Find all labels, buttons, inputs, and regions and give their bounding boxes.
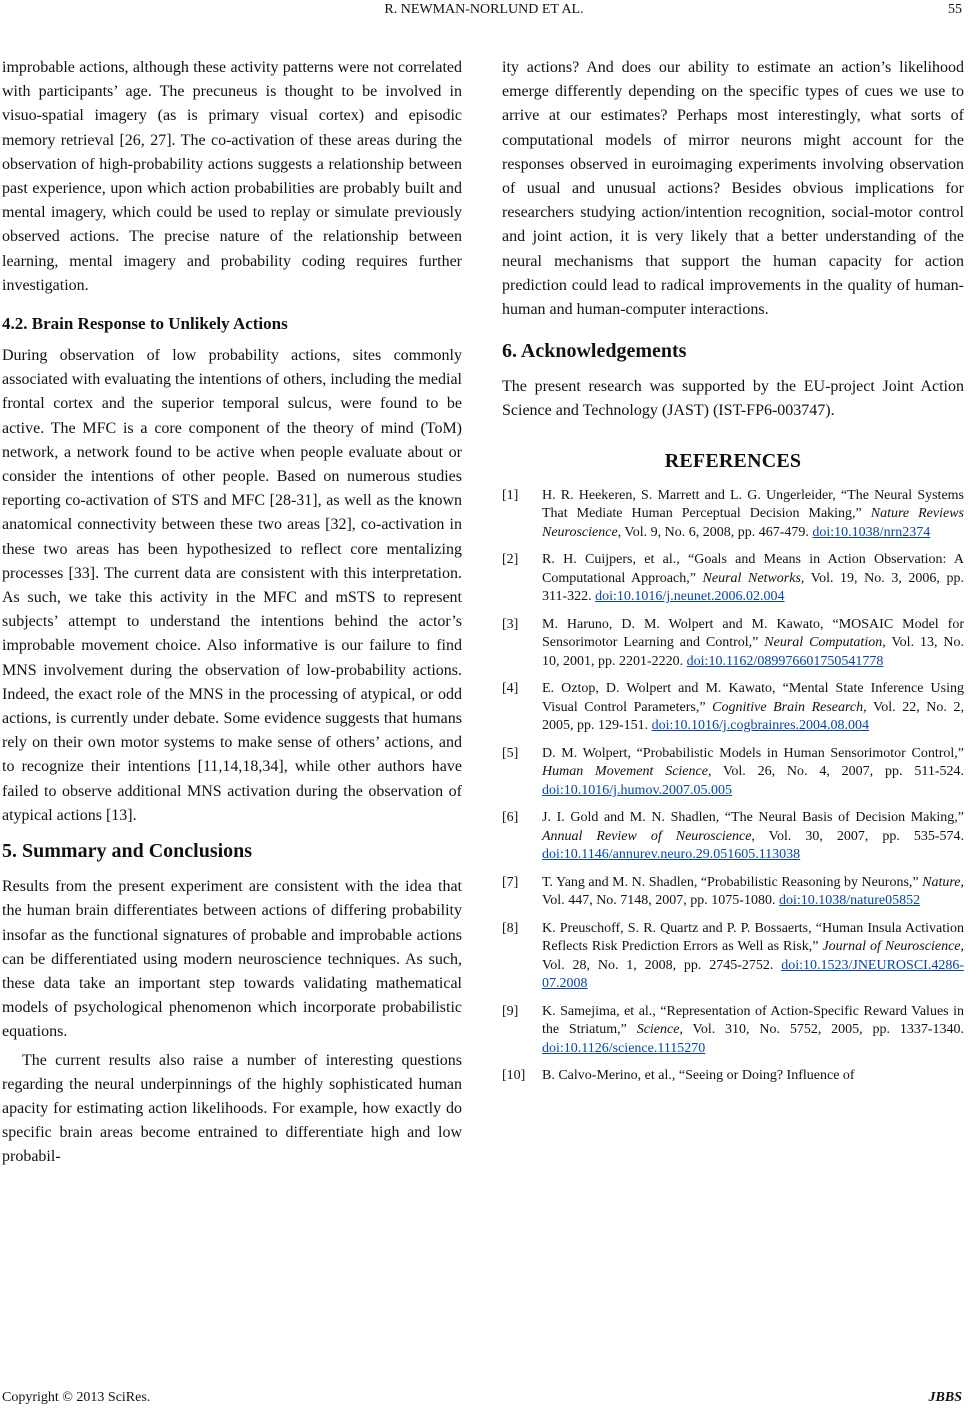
reference-details: , Vol. 447, No. 7148, 2007, pp. 1075-1080. [542,874,964,909]
page-footer [2,1390,964,1410]
paragraph: The present research was supported by the EU-project Joint Action Science and Technology (JAST) (IST-FP6-003747). [502,378,964,420]
reference-details: , Vol. 28, No. 1, 2008, pp. 2745-2752. [542,939,965,973]
reference-number: [1] [502,487,519,503]
reference-journal: Annual Review of Neuroscience [542,828,752,844]
reference-text [542,809,964,865]
reference-number: [6] [502,810,519,826]
reference-authors-title: T. Yang and M. N. Shadlen, “Probabilistic Reasoning by Neurons,” [542,874,923,890]
doi-link[interactable]: doi:10.1016/j.neunet.2006.02.004 [595,589,785,605]
reference-text [542,874,964,911]
reference-text [542,745,964,801]
copyright-notice: Copyright © 2013 SciRes. [2,1390,151,1405]
reference-text [542,1067,964,1086]
running-title: R. NEWMAN-NORLUND ET AL. [384,2,584,17]
reference-authors-title: K. Preuschoff, S. R. Quartz and P. P. Bossaerts, “Human Insula Activation Reflects Risk Prediction Errors as Well as Risk,” [542,920,964,955]
reference-number: [8] [502,920,519,936]
paragraph: During observation of low probability actions, sites commonly associated with evaluating the intentions of others, including the medial frontal cortex and the superior temporal sulcus, were found to be active. The MFC is a core component of the theory of mind (ToM) network, a network found to be active when people evaluate about or consider the intentions of other people. Based on numerous studies reporting co-activation of STS and MFC [28-31], as well as the known anatomical connectivity between these two areas [32], co-activation in these two areas has been hypothesized to reflect core mentalizing processes [33]. The current data are consistent with this interpretation. As such, we take this activity in the MFC and mSTS to represent subjects’ attempt to understand the intentions behind the actor’s improbable movement choice. Also informative is our failure to find MNS involvement during the observation of low-probability actions. Indeed, the exact role of the MNS in the processing of atypical, or odd actions, is currently under debate. Some evidence suggests that humans rely on their own motor systems to make sense of others’ actions, and to recognize their intentions [11,14,18,34], while other authors have failed to observe additional MNS activation during the observation of atypical actions [13]. [2,347,462,824]
doi-link[interactable]: doi:10.1038/nrn2374 [812,524,931,540]
reference-journal: Cognitive Brain Research [712,699,864,715]
reference-text [542,680,964,736]
reference-authors-title: K. Samejima, et al., “Representation of Action-Specific Reward Values in the Striatum,” [542,1003,964,1038]
reference-journal: Journal of Neuroscience [822,939,961,955]
reference-list [502,487,964,1086]
reference-journal: Neural Networks [702,570,801,586]
page-header [0,2,968,24]
reference-text [542,1003,964,1059]
paragraph: The current results also raise a number of interesting questions regarding the neural underpinnings of the highly sophisticated human apacity for estimating action likelihoods. For example, how exactly do specific brain areas become entrained to differentiate high and low probabil- [2,1051,462,1166]
reference-number: [3] [502,616,519,632]
reference-number: [7] [502,874,519,890]
reference-journal: Science [636,1022,680,1038]
reference-number: [10] [502,1068,526,1084]
reference-details: , Vol. 30, 2007, pp. 535-574. [751,828,964,844]
reference-text [542,551,964,607]
reference-journal: Human Movement Science [542,764,708,780]
reference-details: , Vol. 26, No. 4, 2007, pp. 511-524. [707,764,964,780]
reference-item [502,874,964,911]
doi-link[interactable]: doi:10.1038/nature05852 [778,893,921,909]
paragraph: Results from the present experiment are consistent with the idea that the human brain differentiates between actions of differing probability insofar as the functional signatures of probable and improbable actions can be differentiated using modern neuroscience techniques. As such, these data take an important step towards validating mathematical models of psychological phenomenon which incorporate probabilistic equations. [2,878,462,1041]
reference-authors-title: B. Calvo-Merino, et al., “Seeing or Doing? Influence of [542,1068,855,1084]
reference-item [502,487,964,543]
reference-text [542,487,964,543]
section-heading-4-2: 4.2. Brain Response to Unlikely Actions [2,314,288,334]
reference-authors-title: R. H. Cuijpers, et al., “Goals and Means in Action Observation: A Computational Approach,” [542,552,964,586]
reference-authors-title: E. Oztop, D. Wolpert and M. Kawato, “Mental State Inference Using Visual Control Parameters,” [542,681,964,715]
reference-item [502,680,964,736]
reference-details: , Vol. 13, No. 10, 2001, pp. 2201-2220. [542,635,964,669]
reference-authors-title: M. Haruno, D. M. Wolpert and M. Kawato, “MOSAIC Model for Sensorimotor Learning and Control,” [542,616,964,651]
reference-details: , Vol. 9, No. 6, 2008, pp. 467-479. [617,524,813,540]
reference-authors-title: J. I. Gold and M. N. Shadlen, “The Neural Basis of Decision Making,” [542,810,964,826]
section-heading-5: 5. Summary and Conclusions [2,840,253,863]
reference-journal: Nature Reviews Neuroscience [542,506,964,540]
reference-item [502,920,964,994]
reference-authors-title: D. M. Wolpert, “Probabilistic Models in Human Sensorimotor Control,” [542,745,964,761]
reference-number: [9] [502,1003,519,1019]
reference-number: [4] [502,681,519,697]
section-heading-6: 6. Acknowledgements [502,340,687,363]
reference-details: , Vol. 19, No. 3, 2006, pp. 311-322. [542,570,965,605]
doi-link[interactable]: doi:10.1162/089976601750541778 [686,653,884,669]
paragraph: improbable actions, although these activity patterns were not correlated with participants’ age. The precuneus is thought to be involved in visuo-spatial imagery (as is primary visual cortex) and episodic memory retrieval [26, 27]. The co-activation of these areas during the observation of high-probability actions suggests a relationship between past experience, upon which action probabilities are probably built and mental imagery, which could be used to replay or simulate previously observed actions. The precise nature of the relationship between learning, mental imagery and probability coding requires further investigation. [2,59,462,294]
doi-link[interactable]: doi:10.1126/science.1115270 [542,1040,706,1056]
reference-item [502,809,964,865]
references-heading: REFERENCES [664,449,802,472]
doi-link[interactable]: doi:10.1016/j.humov.2007.05.005 [542,782,733,798]
reference-item [502,616,964,672]
doi-link[interactable]: doi:10.1016/j.cogbrainres.2004.08.004 [651,718,870,734]
reference-item [502,745,964,801]
doi-link[interactable]: doi:10.1146/annurev.neuro.29.051605.113038 [542,847,801,863]
page-number: 55 [948,2,962,17]
reference-item [502,1003,964,1059]
reference-number: [5] [502,745,519,761]
reference-text [542,616,964,672]
reference-item [502,551,964,607]
reference-journal: Neural Computation [764,635,883,651]
journal-abbrev: JBBS [928,1390,962,1405]
reference-details: , Vol. 22, No. 2, 2005, pp. 129-151. [542,699,964,734]
reference-item [502,1067,964,1086]
reference-number: [2] [502,552,519,568]
right-column [502,56,964,1095]
doi-link[interactable]: doi:10.1523/JNEUROSCI.4286-07.2008 [542,957,964,992]
paragraph: ity actions? And does our ability to estimate an action’s likelihood emerge differently depending on the specific types of cues we use to arrive at our estimates? Perhaps most interestingly, what sorts of computational models of mirror neurons might account for the responses observed in euroimaging experiments involving observation of usual and unusual actions? Besides obvious implications for researchers studying action/intention recognition, social-motor control and joint action, it is very likely that a better understanding of the neural mechanisms that support the human capacity for action prediction could lead to radical improvements in the quality of human-human and human-computer interactions. [502,59,964,319]
reference-authors-title: H. R. Heekeren, S. Marrett and L. G. Ungerleider, “The Neural Systems That Mediate Human Perceptual Decision Making,” [542,487,964,522]
reference-details: , Vol. 310, No. 5752, 2005, pp. 1337-1340. [679,1022,964,1038]
reference-text [542,920,964,994]
reference-journal: Nature [922,874,961,890]
left-column [2,56,462,1170]
